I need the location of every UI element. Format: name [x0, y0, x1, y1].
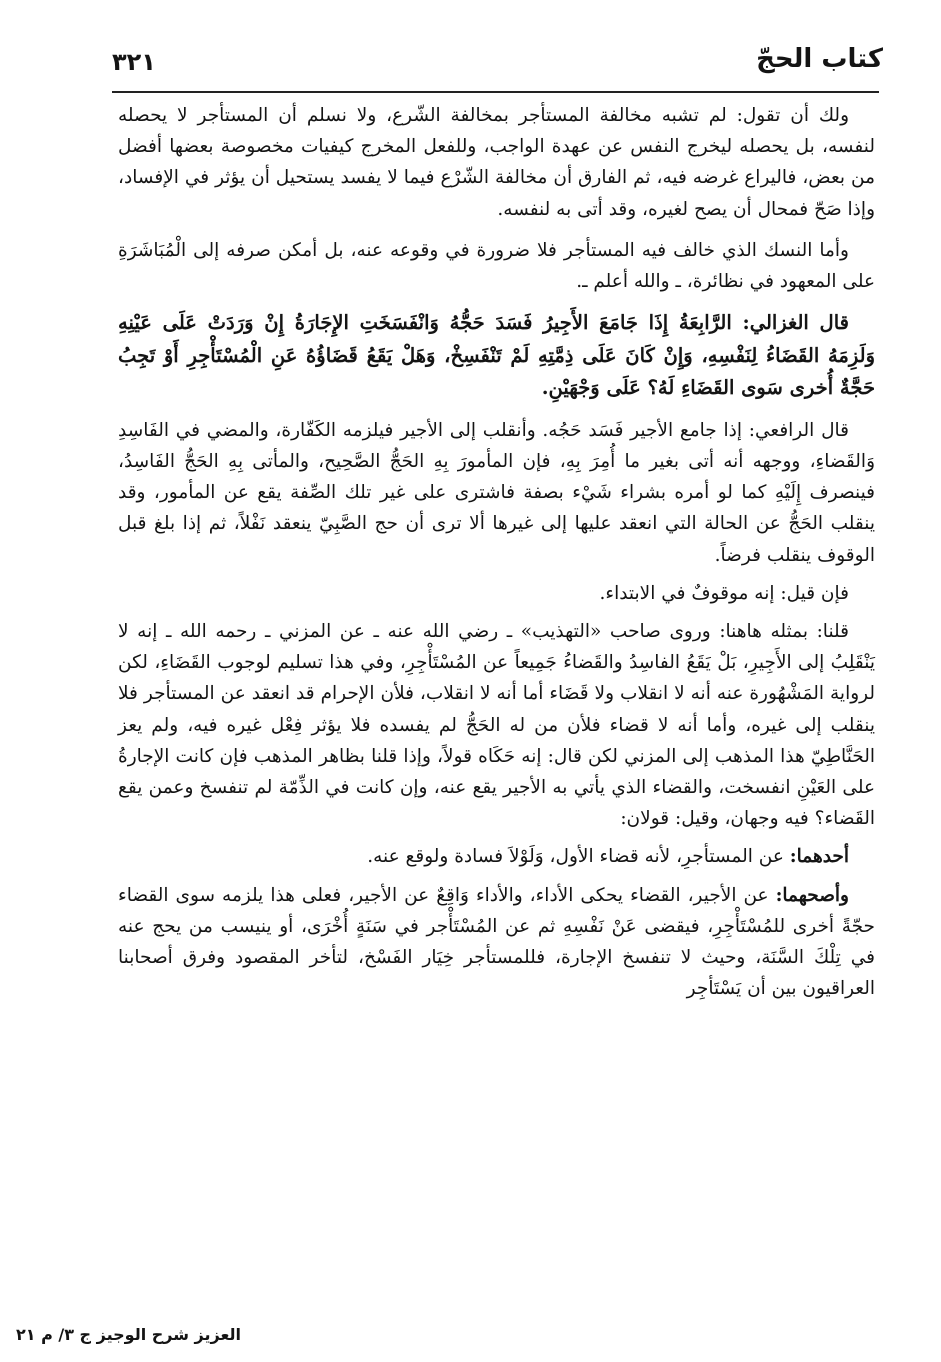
paragraph-objection: ولك أن تقول: لم تشبه مخالفة المستأجر بمخالفة الشّرع، ولا نسلم أن المستأجر لا يحصله لنفسه، بل يحصله ليخرج النفس عن عهدة الواجب، وللفعل المخرج كيفيات مخصوصة بعضها أفضل من بعض، فاليراع غرضه فيه، ثم الفارق أن مخالفة الشّرْع فيما لا يفسد يستحيل أن يؤثر في الإفساد، وإذا صَحّ فمحال أن يصح لغيره، وقد أتى به لنفسه.: [118, 105, 875, 220]
page-number: ٣٢١: [112, 48, 156, 76]
header-divider: [112, 91, 879, 93]
option-second-text: عن الأجير، القضاء يحكى الأداء، والأداء وَاقِعٌ عن الأجير، فعلى هذا يلزمه سوى القضاء حجّةً أخرى للمُسْتَأْجِرِ، فيقضى عَنْ نَفْسِهِ ثم عن المُسْتَأْجر في سَنَةٍ أُخْرَى، أو ينيسب من يحج عنه في تِلْكَ السَّنَة، وحيث لا تنفسخ الإجارة، فللمستأجر خِيَار الفَسْخ، لتأخر المقصود وفرق أصحابنا العراقيون بين أن يَسْتَأجِر: [118, 884, 875, 1000]
page-body: [118, 100, 875, 1004]
paragraph-question: فإن قيل: إنه موقوفٌ في الابتداء.: [599, 582, 849, 604]
paragraph-answer: قلنا: بمثله هاهنا: وروى صاحب «التهذيب» ـ رضي الله عنه ـ عن المزني ـ رحمه الله ـ إنه لا يَنْقَلِبُ إلى الأَجِيرِ، بَلْ يَقَعُ الفاسِدُ والقَضاءُ جَمِيعاً عن المُسْتَأْجِرِ، وفي هذا تسليم لوجوب القَضَاءِ، لكن لرواية المَشْهُورة عنه أنه لا انقلاب ولا قَضَاء أما أنه لا انقلاب، فلأن الإحرام قد انعقد عن المستأجر فلا ينقلب إلى غيره، وأما أنه لا قضاء فلأن من له الحَجُّ لم يفسده فلا يؤثر فِعْل غيره فيه، ولم يعز الحَنَّاطِيّ هذا المذهب إلى المزني لكن قال: إنه حَكَاه قولاً، وإذا قلنا بظاهر المذهب فإن كانت الإجارةُ على العَيْنِ انفسخت، والقضاء الذي يأتي به الأجير يقع عنه، وإن كانت في الذِّمّة لم تنفسخ وعمن يقع القَضاء؟ فيه وجهان، وقيل: قولان:: [118, 620, 875, 830]
option-first-term: أحدهما:: [789, 846, 849, 868]
option-second-term: وأصحهما:: [775, 884, 849, 906]
option-second: [118, 880, 875, 1005]
paragraph-ghazali-text: قال الغزالي: الرَّابِعَةُ إِذَا جَامَعَ الأَجِيرُ فَسَدَ حَجُّهُ وَانْفَسَخَتِ الإِجَارَةُ إِنْ وَرَدَتْ عَلَى عَيْنِهِ وَلَزِمَهُ القَضَاءُ لِنَفْسِهِ، وَإِنْ كَانَ عَلَى ذِمَّتِهِ لَمْ تَنْفَسِخْ، وَهَلْ يَقَعُ قَضَاؤُهُ عَنِ الْمُسْتَأْجِرِ أَوْ تَجِبُ حَجَّةٌ أُخرى سَوى القَضَاءِ لَهُ؟ عَلَى وَجْهَيْنِ.: [118, 311, 875, 400]
option-first: [118, 841, 875, 872]
paragraph-rafii-commentary: قال الرافعي: إذا جامع الأجير فَسَد حَجُه. وأنقلب إلى الأجير فيلزمه الكَفّارة، والمضي في الفَاسِدِ وَالقَضاءِ، ووجهه أنه أتى بغير ما أُمِرَ بِهِ، فإن المأمورَ بِهِ الحَجُّ الصَّحِيح، والمأتى بِهِ الحَجُّ الفَاسِدُ، فينصرف إِلَيْهِ كما لو أمره بشراء شَيْء بصفة فاشترى على غير تلك الصِّفة يقع عن المأمور، وقد ينقلب الحَجُّ عن الحالة التي انعقد عليها إلى غيرها ألا ترى أن حج الصَّبِيّ ينعقد نَفْلاً، ثم إذا بلغ قبل الوقوف ينقلب فرضاً.: [118, 419, 875, 566]
running-title: كتاب الحجّ: [756, 44, 883, 74]
paragraph-ritual: وأما النسك الذي خالف فيه المستأجر فلا ضرورة في وقوعه عنه، بل أمكن صرفه إلى الْمُبَاشَرَةِ على المعهود في نظائرة، ـ والله أعلم ـ.: [118, 239, 875, 293]
option-first-text: عن المستأجرِ، لأنه قضاء الأول، وَلَوْلاَ فسادة ولوقع عنه.: [367, 846, 784, 868]
page-header: [112, 40, 883, 90]
printer-signature: العزيز شرح الوجيز ج ٣/ م ٢١: [15, 1325, 241, 1344]
